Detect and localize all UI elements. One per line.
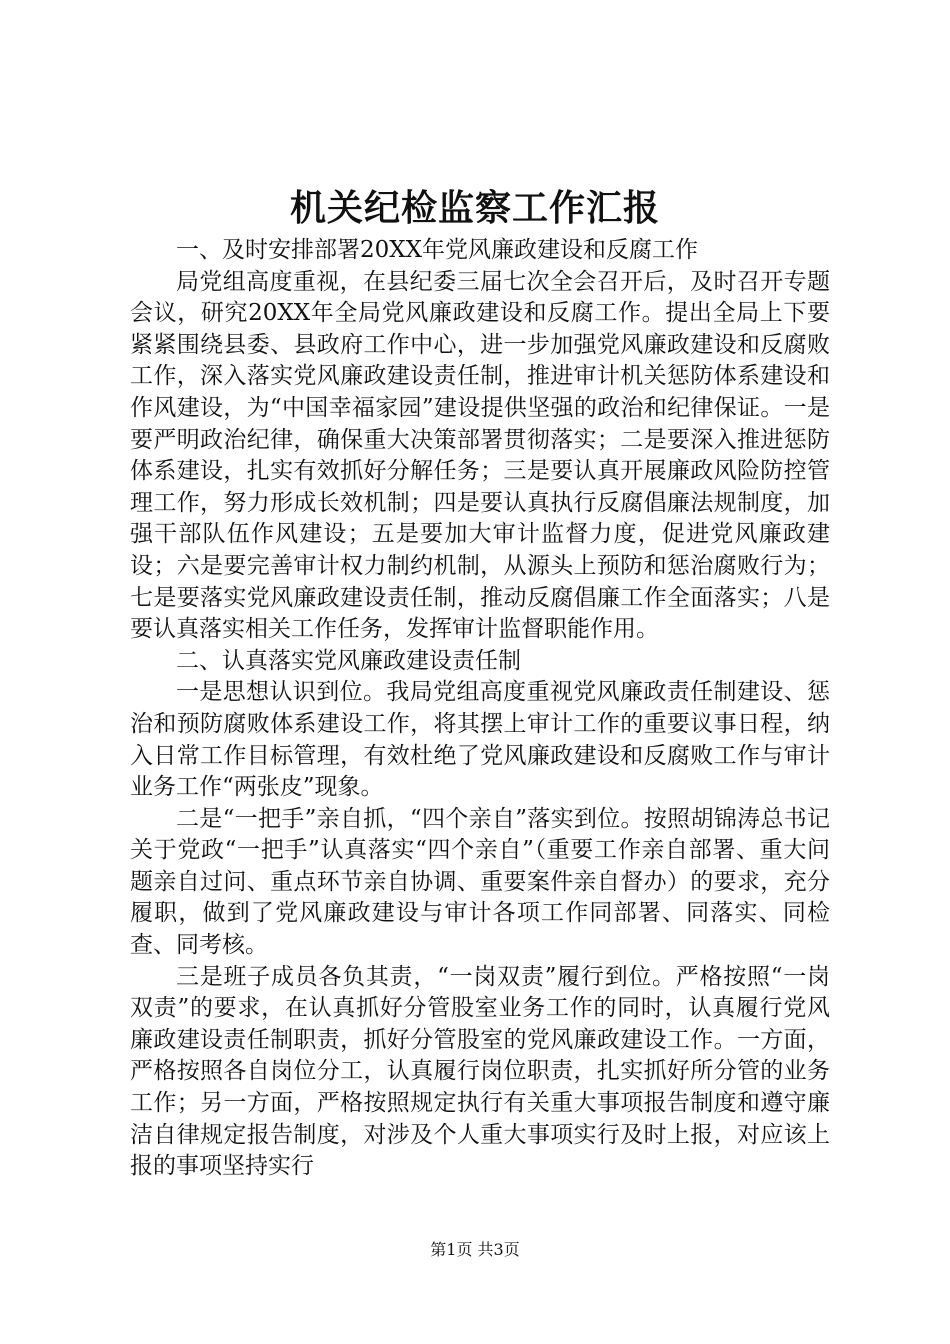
document-title: 机关纪检监察工作汇报 — [289, 187, 660, 229]
paragraph: 三是班子成员各负其责，“一岗双责”履行到位。严格按照“一岗双责”的要求，在认真抓好分管股室业务工作的同时，认真履行党风廉政建设责任制职责，抓好分管股室的党风廉政建设工作。一方面，严格按照各自岗位分工，认真履行岗位职责，扎实抓好所分管的业务工作；另一方面，严格按照规定执行有关重大事项报告制度和遵守廉洁自律规定报告制度，对涉及个人重大事项实行及时上报，对应该上报的事项坚持实行 — [130, 963, 830, 1180]
document-body — [130, 235, 830, 1183]
page-footer: 第1页 共3页 — [430, 1240, 520, 1259]
section-heading-2: 二、认真落实党风廉政建设责任制 — [176, 647, 521, 674]
paragraph: 局党组高度重视，在县纪委三届七次全会召开后，及时召开专题会议，研究20XX年全局党风廉政建设和反腐工作。提出全局上下要紧紧围绕县委、县政府工作中心，进一步加强党风廉政建设和反腐败工作，深入落实党风廉政建设责任制，推进审计机关惩防体系建设和作风建设，为“中国幸福家园”建设提供坚强的政治和纪律保证。一是要严明政治纪律，确保重大决策部署贯彻落实；二是要深入推进惩防体系建设，扎实有效抓好分解任务；三是要认真开展廉政风险防控管理工作，努力形成长效机制；四是要认真执行反腐倡廉法规制度，加强干部队伍作风建设；五是要加大审计监督力度，促进党风廉政建设；六是要完善审计权力制约机制，从源头上预防和惩治腐败行为；七是要落实党风廉政建设责任制，推动反腐倡廉工作全面落实；八是要认真落实相关工作任务，发挥审计监督职能作用。 — [130, 268, 830, 643]
paragraph: 一是思想认识到位。我局党组高度重视党风廉政责任制建设、惩治和预防腐败体系建设工作，将其摆上审计工作的重要议事日程，纳入日常工作目标管理，有效杜绝了党风廉政建设和反腐败工作与审计业务工作“两张皮”现象。 — [130, 679, 830, 801]
paragraph: 二是“一把手”亲自抓，“四个亲自”落实到位。按照胡锦涛总书记关于党政“一把手”认真落实“四个亲自”（重要工作亲自部署、重大问题亲自过问、重点环节亲自协调、重要案件亲自督办）的要求，充分履职，做到了党风廉政建设与审计各项工作同部署、同落实、同检查、同考核。 — [130, 805, 830, 959]
section-heading-1: 一、及时安排部署20XX年党风廉政建设和反腐工作 — [176, 237, 699, 263]
